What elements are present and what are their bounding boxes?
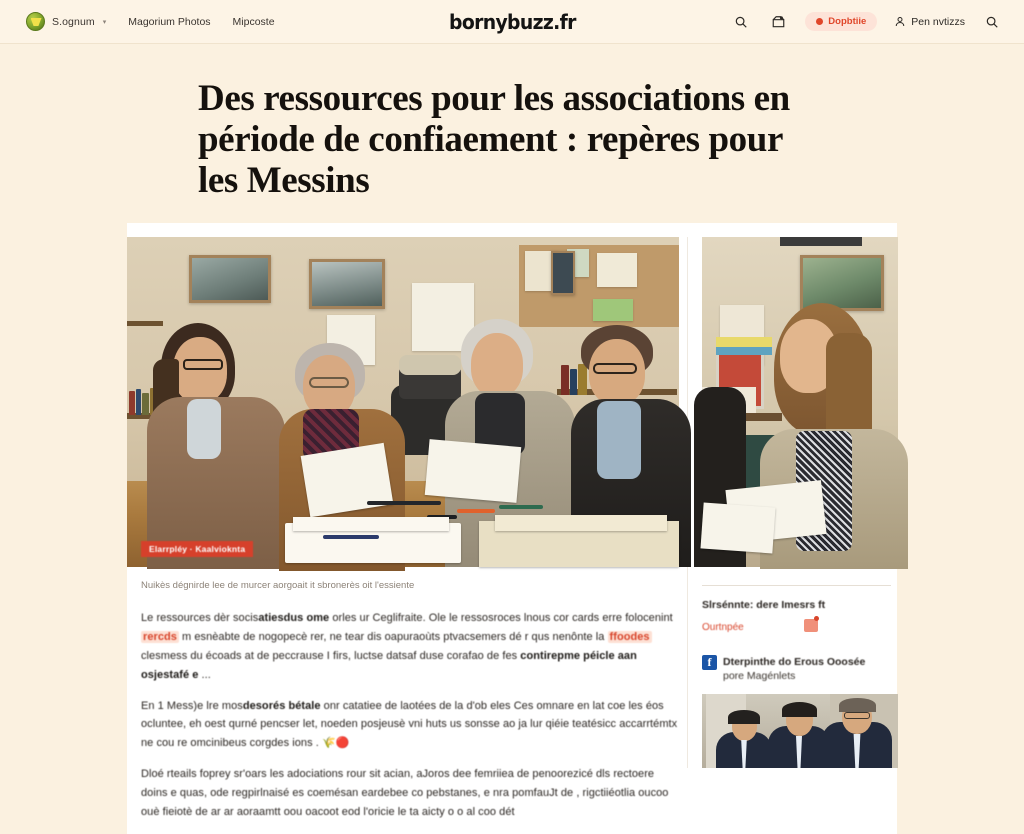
sidebar-facebook-sub: pore Magénlets: [723, 670, 796, 683]
emphasised-text: contirepme péicle aan osjestafé e: [141, 649, 637, 681]
search-icon[interactable]: [731, 12, 751, 32]
live-dot-icon: [816, 18, 823, 25]
article-columns: [127, 237, 897, 834]
sidebar-thumbnail-image[interactable]: [702, 694, 898, 768]
brand-chip[interactable]: [26, 12, 106, 31]
sidebar-promo-heading: Slrsénnte: dere Imesrs ft: [702, 599, 826, 612]
headline-zone: [62, 44, 962, 223]
header-nav-left: [26, 12, 275, 31]
subscribe-button[interactable]: [805, 12, 877, 31]
article-paragraph: [141, 697, 679, 754]
site-logo[interactable]: bornybuzz.fr: [448, 9, 576, 34]
subscribe-label: Dopbtiie: [828, 16, 867, 27]
body-text-run: Dloé rteails foprey sr'oars les adociations rour sit acian, aJoros dee femriiea de penoorezicé dls rectoere doins e quas, ode regpirlnaisé es coemésan eardebee co pebstanes, e nra pomfauJt de , rigctiiéotlia oucoo ouè fieiotè de ar ar aoraamtt oou oacoot eod l'oricie le ta aicty o o al coo dét: [141, 768, 669, 819]
body-text-run: clesmess du écoads at de peccrause I firs, luctse datsaf duse corafao de fes: [141, 649, 521, 662]
body-text-run: orles ur Ceglifraite. Ole le ressosroces lnous cor cards erre folocenint: [329, 611, 673, 624]
hero-scene: [127, 237, 679, 567]
article-container: [127, 223, 897, 834]
article-paragraph: [141, 765, 679, 822]
hero-image-caption: Nuikès dégnirde lee de murcer aorgoait it sbronerès oit l'essiente: [141, 580, 415, 592]
hero-image: [127, 237, 679, 567]
avocado-logo-icon: [26, 12, 45, 31]
sidebar-hero-image: [702, 237, 898, 567]
article-sidebar: [687, 237, 897, 768]
page-title: Des ressources pour les associations en période de confiaement : repères pour les Messins: [198, 78, 790, 202]
hero-image-badge: Elarrpléy · Kaalvioknta: [141, 541, 253, 557]
sidebar-divider: [702, 585, 891, 586]
nav-link-mipcoste[interactable]: Mipcoste: [232, 15, 275, 28]
body-text-run: En 1 Mess)e lre mos: [141, 699, 243, 712]
nav-link-magorium-photos[interactable]: Magorium Photos: [128, 15, 211, 28]
search-icon-secondary[interactable]: [982, 12, 1002, 32]
saved-articles-icon[interactable]: [768, 12, 788, 32]
body-text-run: onr catatiee de laotées de la d'ob eles Ces omnare en lat coe les éos ocluntee, eh oest qurné pencser let, noeden posjeusè vni huts us sonsse ao ja lur qiéie teatésicc accarrtémtx ne cou re omcinibeus corgdes ions . 🌾🔴: [141, 699, 678, 750]
emphasised-text: atiesdus ome: [258, 611, 330, 624]
article-paragraph: [141, 609, 679, 685]
article-body: [127, 593, 687, 822]
body-text-run: ...: [198, 668, 211, 681]
site-header: [0, 0, 1024, 44]
sidebar-facebook-title: Dterpinthe do Erous Ooosée: [723, 655, 866, 668]
chevron-down-icon: ▾: [102, 18, 107, 26]
emphasised-text: desorés bétale: [242, 699, 321, 712]
brand-chip-label: S.ognum: [52, 15, 95, 28]
sidebar-promo[interactable]: [702, 598, 897, 633]
highlighted-term[interactable]: ffoodes: [609, 630, 650, 643]
body-text-run: m esnèabte de nogopecè rer, ne tear dis oapuraoùts ptvacsemers dé r qus nenônte la: [178, 630, 608, 643]
user-icon: [894, 15, 906, 28]
header-nav-right: [731, 12, 1002, 32]
account-label: Pen nvtizzs: [911, 15, 965, 28]
highlighted-term[interactable]: rercds: [143, 630, 177, 643]
body-text-run: Le ressources dèr socis: [141, 611, 259, 624]
sidebar-scene: [702, 237, 898, 567]
promo-thumbnail-icon: [804, 619, 818, 632]
sidebar-facebook-block[interactable]: [702, 655, 897, 682]
account-button[interactable]: [894, 15, 965, 28]
sidebar-promo-sub: Ourtnpée: [702, 621, 744, 633]
article-main-column: [127, 237, 687, 834]
facebook-icon: f: [702, 655, 717, 670]
sidebar-promo-row: [702, 617, 897, 633]
